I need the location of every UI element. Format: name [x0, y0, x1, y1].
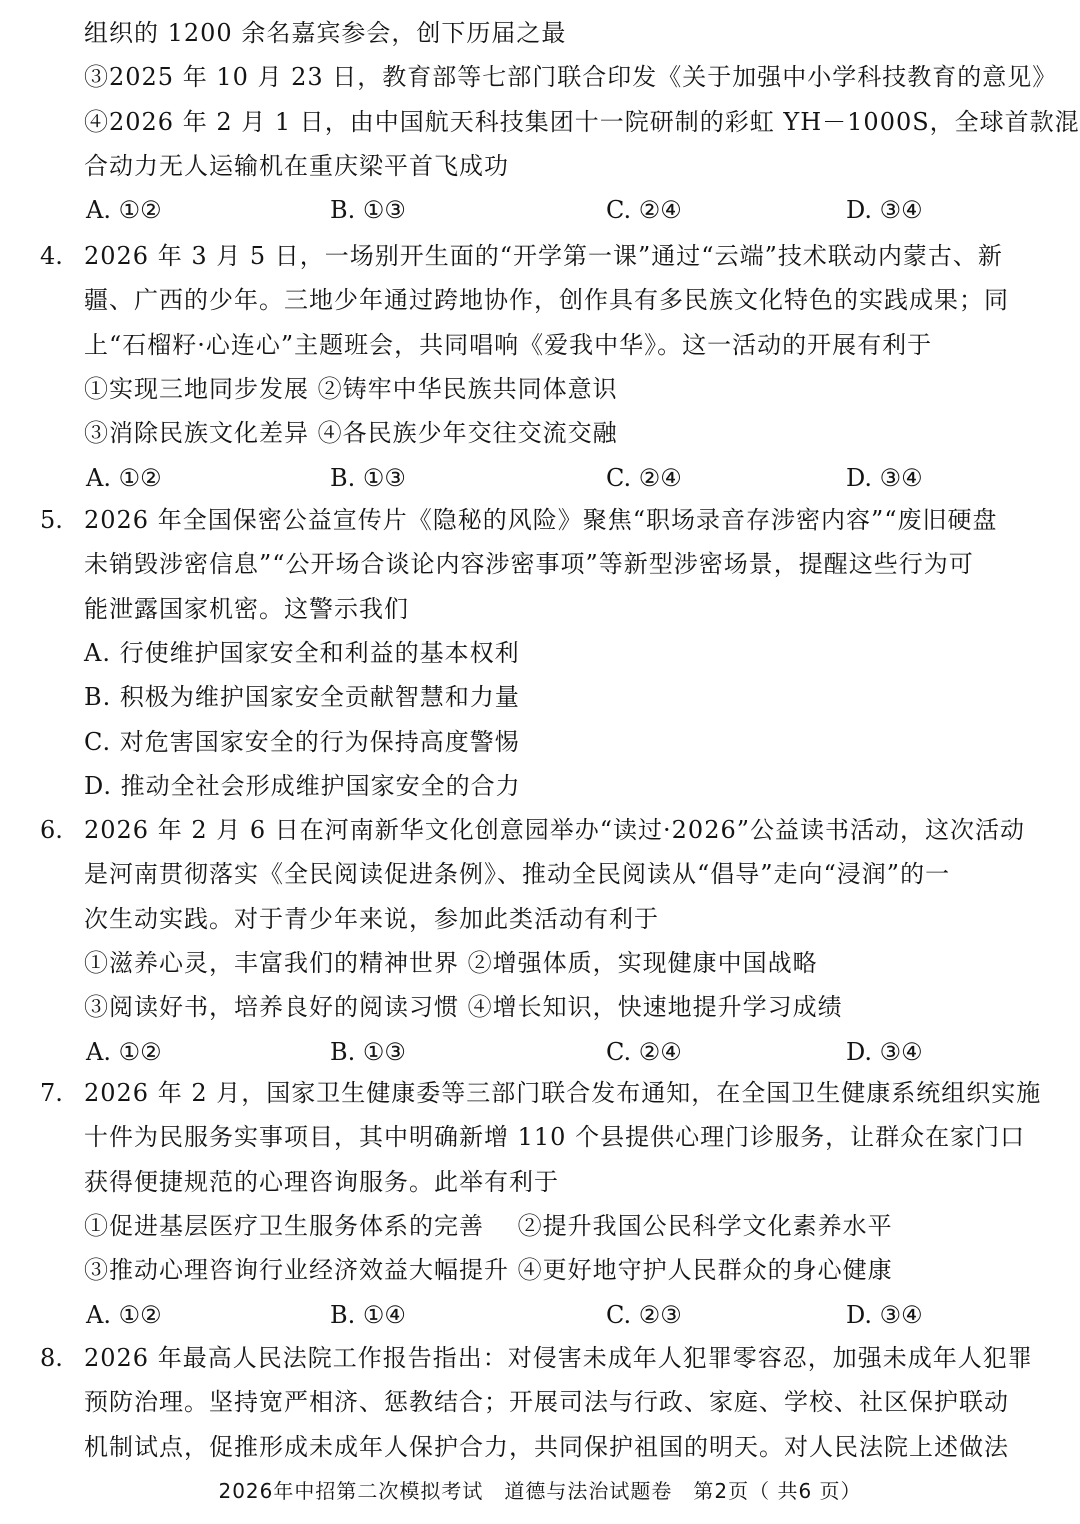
- question-number: 6.: [40, 816, 63, 844]
- question-line: 获得便捷规范的心理咨询服务。此举有利于: [84, 1167, 559, 1196]
- answer-option: B. ①③: [330, 1037, 406, 1066]
- question-line: C. 对危害国家安全的行为保持高度警惕: [84, 727, 520, 756]
- answer-option: C. ②④: [606, 1037, 682, 1066]
- question-number: 5.: [40, 506, 63, 534]
- answer-option: B. ①④: [330, 1300, 406, 1329]
- question-line: ④2026 年 2 月 1 日，由中国航天科技集团十一院研制的彩虹 YH－1000S，全球首款混: [84, 107, 1080, 136]
- question-line: 合动力无人运输机在重庆梁平首飞成功: [84, 151, 509, 180]
- question-number: 8.: [40, 1344, 63, 1372]
- question-line: ①促进基层医疗卫生服务体系的完善 ②提升我国公民科学文化素养水平: [84, 1211, 893, 1240]
- question-line: ③推动心理咨询行业经济效益大幅提升 ④更好地守护人民群众的身心健康: [84, 1256, 893, 1285]
- question-line: 十件为民服务实事项目，其中明确新增 110 个县提供心理门诊服务，让群众在家门口: [84, 1123, 1026, 1152]
- question-line: 组织的 1200 余名嘉宾参会，创下历届之最: [84, 19, 567, 47]
- question-line: 上“石榴籽·心连心”主题班会，共同唱响《爱我中华》。这一活动的开展有利于: [84, 330, 933, 359]
- question-line: ③阅读好书，培养良好的阅读习惯 ④增长知识，快速地提升学习成绩: [84, 993, 843, 1022]
- answer-option: D. ③④: [846, 196, 923, 225]
- question-line: 2026 年最高人民法院工作报告指出：对侵害未成年人犯罪零容忍，加强未成年人犯罪: [84, 1344, 1033, 1372]
- question-line: A. 行使维护国家安全和利益的基本权利: [84, 638, 520, 667]
- question-line: B. 积极为维护国家安全贡献智慧和力量: [84, 683, 520, 712]
- question-line: 2026 年全国保密公益宣传片《隐秘的风险》聚焦“职场录音存涉密内容”“废旧硬盘: [84, 506, 998, 534]
- answer-option: A. ①②: [86, 463, 162, 492]
- answer-option: D. ③④: [846, 1300, 923, 1329]
- question-line: ①实现三地同步发展 ②铸牢中华民族共同体意识: [84, 374, 618, 403]
- question-line: 次生动实践。对于青少年来说，参加此类活动有利于: [84, 904, 659, 933]
- answer-option: C. ②④: [606, 463, 682, 492]
- question-line: 能泄露国家机密。这警示我们: [84, 594, 409, 623]
- question-line: ③消除民族文化差异 ④各民族少年交往交流交融: [84, 419, 618, 448]
- question-number: 7.: [40, 1079, 63, 1107]
- answer-option: A. ①②: [86, 1037, 162, 1066]
- question-number: 4.: [40, 242, 63, 270]
- answer-option: C. ②④: [606, 196, 682, 225]
- question-line: 未销毁涉密信息”“公开场合谈论内容涉密事项”等新型涉密场景，提醒这些行为可: [84, 550, 974, 579]
- answer-option: D. ③④: [846, 1037, 923, 1066]
- question-line: 2026 年 2 月，国家卫生健康委等三部门联合发布通知，在全国卫生健康系统组织实施: [84, 1079, 1042, 1107]
- question-line: ①滋养心灵，丰富我们的精神世界 ②增强体质，实现健康中国战略: [84, 948, 818, 977]
- answer-option: D. ③④: [846, 463, 923, 492]
- question-line: 2026 年 3 月 5 日，一场别开生面的“开学第一课”通过“云端”技术联动内蒙古、新: [84, 242, 1003, 270]
- answer-option: B. ①③: [330, 196, 406, 225]
- answer-option: B. ①③: [330, 463, 406, 492]
- question-line: 2026 年 2 月 6 日在河南新华文化创意园举办“读过·2026”公益读书活动，这次活动: [84, 816, 1026, 844]
- question-line: 是河南贯彻落实《全民阅读促进条例》、推动全民阅读从“倡导”走向“浸润”的一: [84, 860, 951, 889]
- answer-option: C. ②③: [606, 1300, 682, 1329]
- question-line: D. 推动全社会形成维护国家安全的合力: [84, 771, 521, 800]
- question-line: ③2025 年 10 月 23 日，教育部等七部门联合印发《关于加强中小学科技教育的意见》: [84, 63, 1058, 92]
- question-line: 机制试点，促推形成未成年人保护合力，共同保护祖国的明天。对人民法院上述做法: [84, 1432, 1009, 1461]
- answer-option: A. ①②: [86, 196, 162, 225]
- question-line: 疆、广西的少年。三地少年通过跨地协作，创作具有多民族文化特色的实践成果；同: [84, 286, 1009, 315]
- answer-option: A. ①②: [86, 1300, 162, 1329]
- page-footer: 2026年中招第二次模拟考试 道德与法治试题卷 第2页（ 共6 页）: [218, 1479, 862, 1503]
- question-line: 预防治理。坚持宽严相济、惩教结合；开展司法与行政、家庭、学校、社区保护联动: [84, 1388, 1009, 1417]
